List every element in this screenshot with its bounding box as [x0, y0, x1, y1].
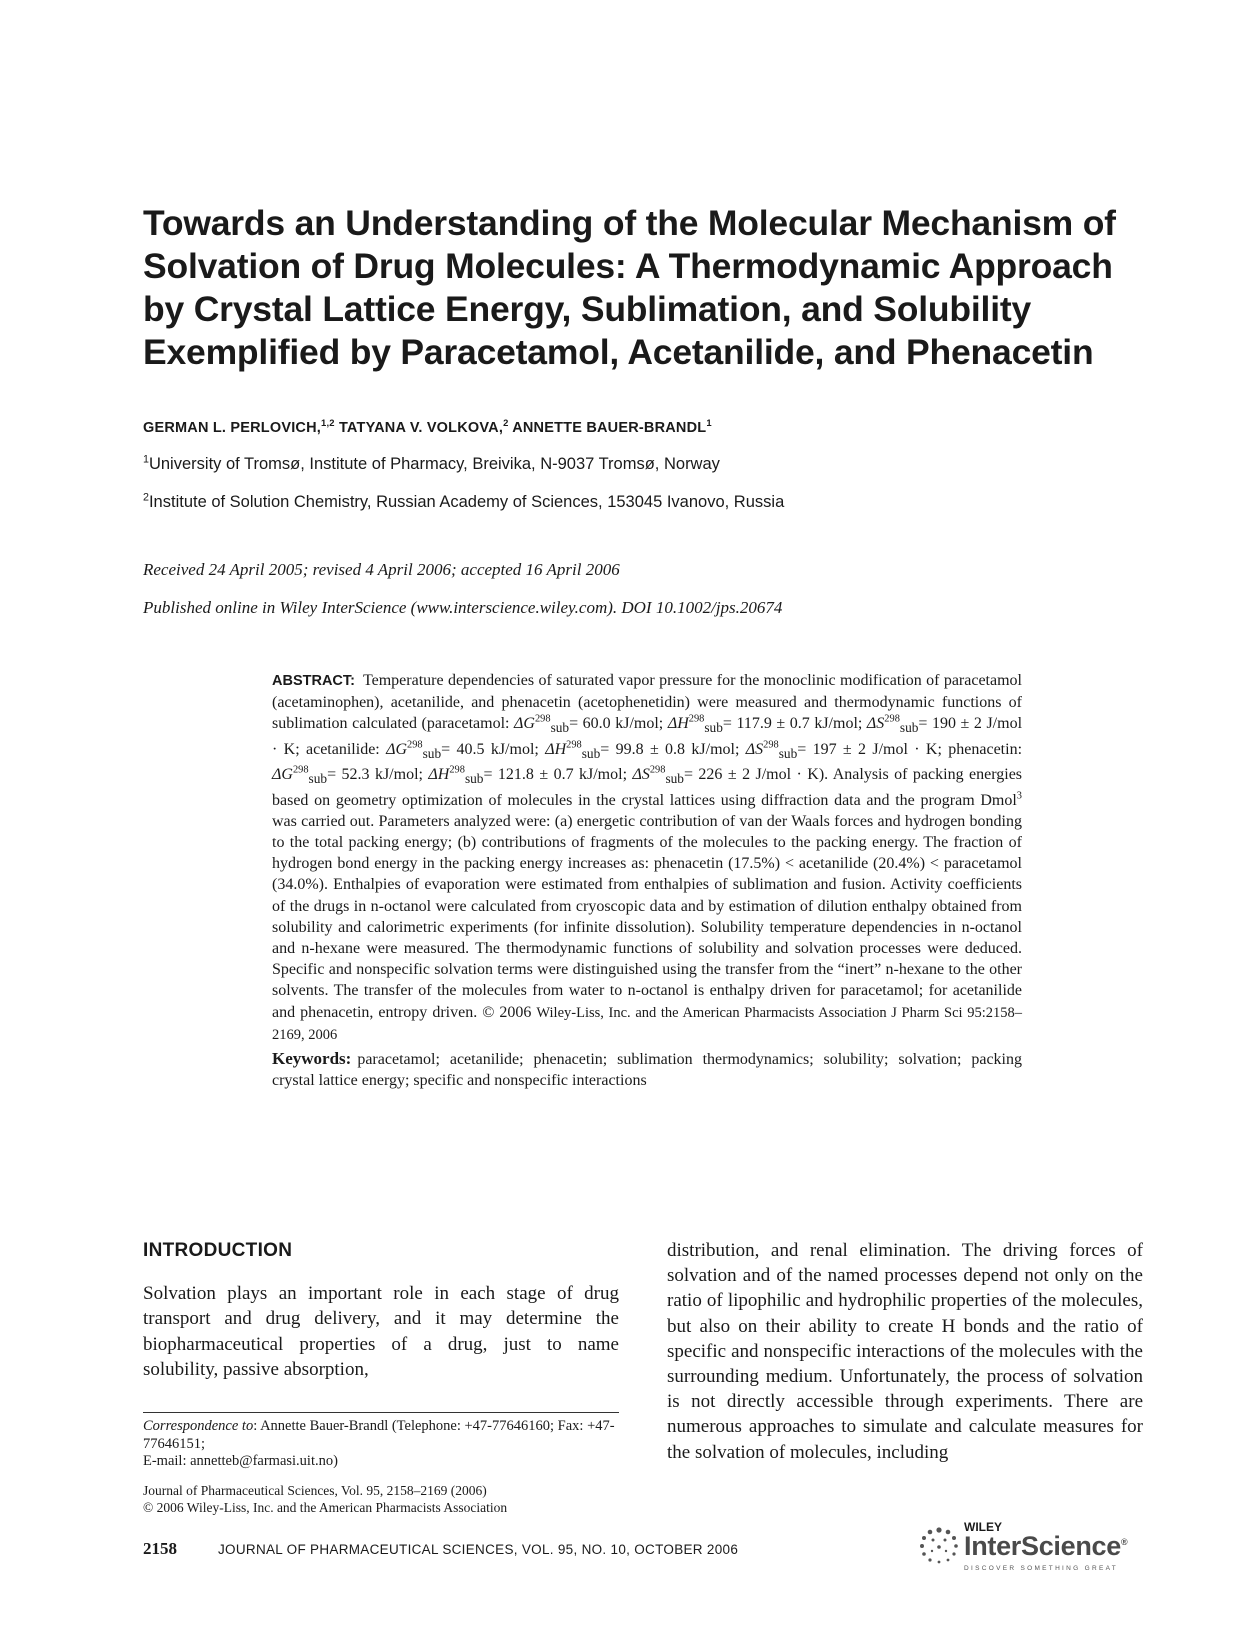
value: = 226 ± 2 J/mol · K).	[683, 766, 833, 784]
affiliation	[143, 493, 784, 512]
keywords-label: Keywords:	[272, 1049, 352, 1069]
body-text-right-column: distribution, and renal elimination. The driving forces of solvation and of the named processes depend not only on the ratio of lipophilic and hydrophilic properties of the molecules, but also on their ability to create H bonds and the ratio of specific and nonspecific interactions of the molecules with the surrounding medium. Unfortunately, the process of solvation is not directly accessible through experiments. There are numerous approaches to simulate and calculate measures for the solvation of molecules, including	[667, 1240, 1143, 1463]
symbol: 298	[884, 714, 900, 726]
correspondence-footnote	[143, 1418, 619, 1471]
author-name: GERMAN L. PERLOVICH,	[143, 420, 322, 436]
footnote-label: Correspondence to	[143, 1418, 254, 1434]
logo-dots-icon	[918, 1526, 960, 1566]
symbol: ΔH	[667, 715, 689, 733]
title-line: Exemplified by Paracetamol, Acetanilide, and Phenacetin	[143, 332, 1094, 372]
title-line: Towards an Understanding of the Molecular Mechanism of	[143, 203, 1116, 243]
logo-reg-mark: ®	[1120, 1537, 1128, 1547]
value: = 121.8 ± 0.7 kJ/mol;	[483, 766, 633, 784]
footnote-divider	[143, 1412, 619, 1413]
footnote-email: E-mail: annetteb@farmasi.uit.no)	[143, 1453, 338, 1469]
journal-citation	[143, 1482, 619, 1516]
symbol: sub	[778, 745, 798, 761]
abstract-label: ABSTRACT:	[272, 673, 355, 689]
symbol: 298	[449, 764, 465, 776]
symbol: sub	[665, 771, 684, 787]
symbol: ΔG	[386, 740, 408, 758]
abstract-text: Temperature dependencies of saturated vapor pressure for the monoclinic modification of paracetamol (acetaminophen), acetanilide, and phenacetin (acetophenetidin) were measured and thermodynamic functions of sublimation calculated (paracetamol:	[272, 672, 1022, 733]
value: = 197 ± 2 J/mol · K;	[797, 740, 942, 758]
abstract-text: Analysis of packing energies based on geometry optimization of molecules in the crystal lattices using diffraction data and the program Dmol	[272, 766, 1023, 809]
page-number: 2158	[143, 1539, 177, 1558]
symbol: sub	[308, 771, 328, 787]
symbol: sub	[550, 720, 570, 736]
logo-name-text: InterScience	[964, 1531, 1121, 1561]
body-text-left-column: Solvation plays an important role in each stage of drug transport and drug delivery, and it may determine the biopharmaceutical properties of a drug, just to name solubility, passive absorption,	[143, 1283, 619, 1380]
section-heading: INTRODUCTION	[143, 1240, 293, 1261]
symbol: sub	[899, 720, 919, 736]
article-title	[143, 202, 1133, 374]
value: = 190 ± 2 J/mol · K;	[272, 715, 1023, 758]
logo-tagline: DISCOVER SOMETHING GREAT	[964, 1565, 1119, 1572]
author-list	[143, 417, 712, 436]
value: = 117.9 ± 0.7 kJ/mol;	[722, 715, 867, 733]
wiley-interscience-logo	[918, 1518, 1140, 1578]
affiliation-sup: 2	[143, 491, 149, 504]
journal-copyright-line: © 2006 Wiley-Liss, Inc. and the American Pharmacists Association	[143, 1500, 508, 1515]
affiliation-text: University of Tromsø, Institute of Pharmacy, Breivika, N-9037 Tromsø, Norway	[148, 455, 720, 473]
symbol: ΔS	[745, 740, 764, 758]
affiliation	[143, 455, 720, 474]
publication-info: Published online in Wiley InterScience (www.interscience.wiley.com). DOI 10.1002/jps.20674	[143, 598, 783, 617]
symbol: ΔS	[632, 766, 650, 784]
logo-publisher: WILEY	[964, 1520, 1002, 1534]
symbol: ΔG	[272, 766, 293, 784]
symbol: 298	[688, 714, 705, 726]
affiliation-sup: 1	[143, 453, 149, 466]
author-name: ANNETTE BAUER-BRANDL	[512, 420, 707, 436]
symbol: sub	[704, 720, 723, 736]
logo-name	[964, 1531, 1127, 1562]
symbol: sub	[422, 745, 442, 761]
value: = 52.3 kJ/mol;	[327, 766, 429, 784]
author-affil-sup: 1,2	[321, 417, 335, 429]
abstract	[272, 670, 1022, 1091]
symbol: 298	[292, 764, 309, 776]
keywords-text: paracetamol; acetanilide; phenacetin; sublimation thermodynamics; solubility; solvation; packing crystal lattice energy; specific and nonspecific interactions	[272, 1051, 1022, 1090]
author-name: TATYANA V. VOLKOVA,	[338, 420, 504, 436]
value: = 40.5 kJ/mol;	[441, 740, 546, 758]
symbol: 298	[566, 739, 582, 751]
symbol: 298	[763, 739, 779, 751]
author-affil-sup: 2	[503, 417, 509, 429]
abstract-text: was carried out. Parameters analyzed were: (a) energetic contribution of van der Waals forces and hydrogen bonding to the total packing energy; (b) contributions of fragments of the molecules to the packing energy. The fraction of hydrogen bond energy in the packing energy increases as: phenacetin (17.5%) < acetanilide (20.4%) < paracetamol (34.0%). Enthalpies of evaporation were estimated from enthalpies of sublimation and fusion. Activity coefficients of the drugs in n-octanol were calculated from cryoscopic data and by estimation of dilution enthalpy obtained from solubility and calorimetric experiments (for infinite dissolution). Solubility temperature dependencies in n-octanol and n-hexane were measured. The thermodynamic functions of solubility and solvation processes were deduced. Specific and nonspecific solvation terms were distinguished using the transfer from the “inert” n-hexane to the other solvents. The transfer of the molecules from water to n-octanol is enthalpy driven for paracetamol; for acetanilide and phenacetin, entropy driven. © 2006	[272, 812, 1022, 1021]
title-line: Solvation of Drug Molecules: A Thermodynamic Approach	[143, 246, 1113, 286]
symbol: ΔH	[428, 766, 450, 784]
abstract-copyright: Wiley-Liss, Inc. and the American Pharmacists Association J Pharm Sci 95:2158–2169, 2006	[272, 1004, 1023, 1043]
compound-label: phenacetin:	[941, 740, 1023, 758]
author-affil-sup: 1	[706, 417, 712, 429]
received-dates: Received 24 April 2005; revised 4 April 2006; accepted 16 April 2006	[143, 560, 620, 579]
symbol: 298	[534, 714, 551, 726]
value: = 60.0 kJ/mol;	[569, 715, 668, 733]
footnote-text: : Annette Bauer-Brandl (Telephone: +47-77646160; Fax: +47-77646151;	[143, 1418, 615, 1452]
symbol: sub	[581, 745, 601, 761]
symbol: ΔH	[545, 740, 567, 758]
symbol: sub	[464, 771, 484, 787]
superscript: 3	[1016, 790, 1022, 802]
running-footer: JOURNAL OF PHARMACEUTICAL SCIENCES, VOL. 95, NO. 10, OCTOBER 2006	[218, 1542, 739, 1557]
symbol: ΔG	[514, 715, 535, 733]
affiliation-text: Institute of Solution Chemistry, Russian Academy of Sciences, 153045 Ivanovo, Russia	[148, 493, 785, 511]
value: = 99.8 ± 0.8 kJ/mol;	[600, 740, 746, 758]
title-line: by Crystal Lattice Energy, Sublimation, and Solubility	[143, 289, 1032, 329]
compound-label: acetanilide:	[299, 740, 387, 758]
symbol: 298	[649, 764, 666, 776]
keywords	[272, 1048, 1022, 1091]
journal-citation-line: Journal of Pharmaceutical Sciences, Vol. 95, 2158–2169 (2006)	[143, 1483, 487, 1498]
symbol: ΔS	[866, 715, 885, 733]
symbol: 298	[407, 739, 423, 751]
